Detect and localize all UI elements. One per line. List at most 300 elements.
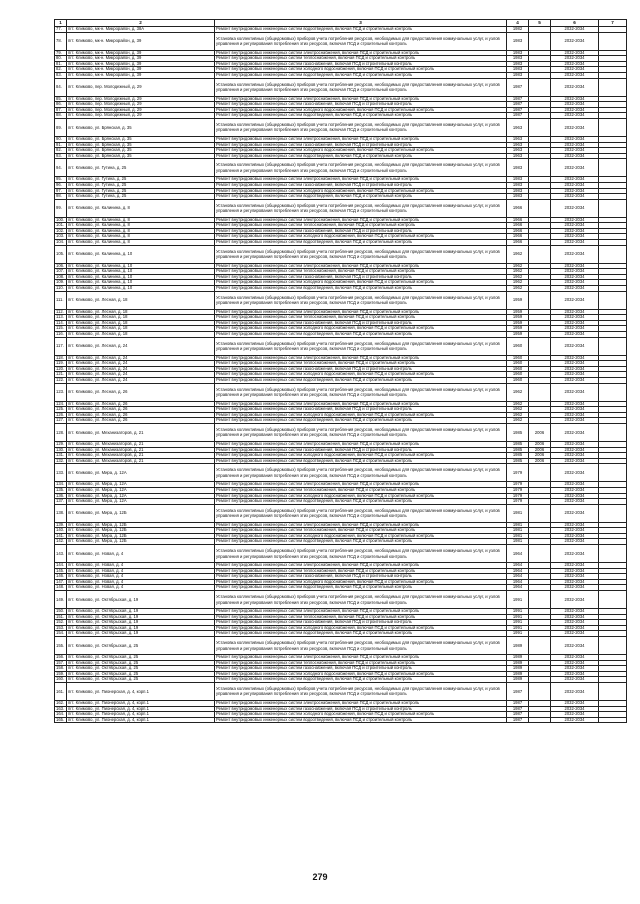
address-cell: пгт. Климово, ул. Новая, д. 4	[67, 585, 215, 591]
period-cell: 2032-2034	[551, 315, 599, 321]
work-type-cell: Ремонт внутридомовых инженерных систем водоотведения, включая ПСД и строительный контроль	[215, 194, 507, 200]
address-cell: пгт. Климово, ул. Октябрьская, д. 25	[67, 637, 215, 655]
row-number: 138.	[55, 504, 67, 522]
row-number: 152.	[55, 620, 67, 626]
address-cell: пгт. Климово, ул. Лесная, д. 24	[67, 361, 215, 367]
period-cell: 2032-2034	[551, 263, 599, 269]
period-cell	[529, 637, 551, 655]
year-cell: 1962	[507, 245, 529, 263]
work-type-cell: Установка коллективных (общедомовых) приборов учета потребления ресурсов, необходимых для предоставления коммунальных услуг, и узлов управления и регулирования потребления этих ресурсов, включая ПСД и строительный контроль	[215, 199, 507, 217]
period-cell: 2032-2034	[551, 499, 599, 505]
period-cell: 2032-2034	[551, 67, 599, 73]
work-type-cell: Ремонт внутридомовых инженерных систем холодного водоснабжения, включая ПСД и строительный контроль	[215, 107, 507, 113]
address-cell: пгт. Климово, ул. Мира, д. 12Б	[67, 522, 215, 528]
period-cell: 2032-2034	[551, 545, 599, 563]
row-number: 88.	[55, 113, 67, 119]
period-cell: 2006	[529, 458, 551, 464]
period-cell: 2032-2034	[551, 377, 599, 383]
year-cell: 1989	[507, 677, 529, 683]
table-row	[55, 591, 627, 609]
row-number: 154.	[55, 631, 67, 637]
period-cell: 2032-2034	[551, 286, 599, 292]
empty-cell	[599, 682, 627, 700]
row-number: 92.	[55, 148, 67, 154]
period-cell: 2032-2034	[551, 591, 599, 609]
row-number: 83.	[55, 72, 67, 78]
table-row	[55, 159, 627, 177]
year-cell: 1983	[507, 182, 529, 188]
period-cell: 2032-2034	[551, 142, 599, 148]
year-cell: 1959	[507, 309, 529, 315]
work-type-cell: Ремонт внутридомовых инженерных систем холодного водоснабжения, включая ПСД и строительный контроль	[215, 372, 507, 378]
row-number: 130.	[55, 447, 67, 453]
work-type-cell: Установка коллективных (общедомовых) приборов учета потребления ресурсов, необходимых для предоставления коммунальных услуг, и узлов управления и регулирования потребления этих ресурсов, включая ПСД и строительный контроль	[215, 423, 507, 441]
address-cell: пгт. Климово, ул. Калинина, д. 10	[67, 280, 215, 286]
address-cell: пгт. Климово, ул. Калинина, д. 8	[67, 223, 215, 229]
address-cell: пгт. Климово, ул. Лесная, д. 24	[67, 355, 215, 361]
work-type-cell: Установка коллективных (общедомовых) приборов учета потребления ресурсов, необходимых для предоставления коммунальных услуг, и узлов управления и регулирования потребления этих ресурсов, включая ПСД и строительный контроль	[215, 78, 507, 96]
work-type-cell: Ремонт внутридомовых инженерных систем водоотведения, включая ПСД и строительный контроль	[215, 631, 507, 637]
row-number: 160.	[55, 677, 67, 683]
address-cell: пгт. Климово, ул. Октябрьская, д. 19	[67, 591, 215, 609]
year-cell: 1987	[507, 78, 529, 96]
work-type-cell: Ремонт внутридомовых инженерных систем электроснабжения, включая ПСД и строительный контроль	[215, 655, 507, 661]
work-type-cell: Ремонт внутридомовых инженерных систем теплоснабжения, включая ПСД и строительный контроль	[215, 614, 507, 620]
period-cell: 2032-2034	[551, 320, 599, 326]
period-cell: 2032-2034	[551, 487, 599, 493]
period-cell: 2032-2034	[551, 355, 599, 361]
address-cell: пгт. Климово, ул. Механизаторов, д. 21	[67, 423, 215, 441]
year-cell: 1987	[507, 682, 529, 700]
period-cell: 2032-2034	[551, 563, 599, 569]
year-cell: 1989	[507, 655, 529, 661]
row-number: 146.	[55, 574, 67, 580]
year-cell: 1964	[507, 568, 529, 574]
period-cell: 2032-2034	[551, 464, 599, 482]
year-cell: 1985	[507, 423, 529, 441]
row-number: 121.	[55, 372, 67, 378]
period-cell: 2032-2034	[551, 637, 599, 655]
year-cell: 1959	[507, 332, 529, 338]
empty-cell	[599, 245, 627, 263]
address-cell: пгт. Климово, мк-н. Микрорайон, д. 39	[67, 56, 215, 62]
table-row	[55, 453, 627, 459]
table-row	[55, 423, 627, 441]
work-type-cell: Установка коллективных (общедомовых) приборов учета потребления ресурсов, необходимых для предоставления коммунальных услуг, и узлов управления и регулирования потребления этих ресурсов, включая ПСД и строительный контроль	[215, 682, 507, 700]
table-row	[55, 291, 627, 309]
year-cell: 1987	[507, 107, 529, 113]
col-header-4: 4	[507, 20, 529, 27]
year-cell: 1987	[507, 717, 529, 723]
address-cell: пгт. Климово, ул. Мира, д. 12А	[67, 482, 215, 488]
period-cell: 2032-2034	[551, 234, 599, 240]
work-type-cell: Ремонт внутридомовых инженерных систем электроснабжения, включая ПСД и строительный контроль	[215, 136, 507, 142]
empty-cell	[599, 717, 627, 723]
period-cell	[529, 199, 551, 217]
period-cell: 2032-2034	[551, 412, 599, 418]
year-cell: 1982	[507, 27, 529, 33]
empty-cell	[599, 545, 627, 563]
work-type-cell: Ремонт внутридомовых инженерных систем газоснабжения, включая ПСД и строительный контроль	[215, 61, 507, 67]
year-cell: 1963	[507, 142, 529, 148]
period-cell: 2032-2034	[551, 666, 599, 672]
work-type-cell: Ремонт внутридомовых инженерных систем водоотведения, включая ПСД и строительный контроль	[215, 153, 507, 159]
year-cell: 1962	[507, 418, 529, 424]
work-type-cell: Установка коллективных (общедомовых) приборов учета потребления ресурсов, необходимых для предоставления коммунальных услуг, и узлов управления и регулирования потребления этих ресурсов, включая ПСД и строительный контроль	[215, 118, 507, 136]
period-cell: 2032-2034	[551, 182, 599, 188]
table-row	[55, 464, 627, 482]
work-type-cell: Ремонт внутридомовых инженерных систем газоснабжения, включая ПСД и строительный контроль	[215, 142, 507, 148]
work-type-cell: Ремонт внутридомовых инженерных систем газоснабжения, включая ПСД и строительный контроль	[215, 574, 507, 580]
period-cell: 2032-2034	[551, 188, 599, 194]
period-cell: 2032-2034	[551, 27, 599, 33]
work-type-cell: Ремонт внутридомовых инженерных систем холодного водоснабжения, включая ПСД и строительный контроль	[215, 671, 507, 677]
year-cell: 1963	[507, 153, 529, 159]
work-type-cell: Ремонт внутридомовых инженерных систем теплоснабжения, включая ПСД и строительный контроль	[215, 315, 507, 321]
period-cell	[529, 591, 551, 609]
row-number: 155.	[55, 637, 67, 655]
table-row	[55, 383, 627, 401]
address-cell: пгт. Климово, ул. Лесная, д. 26	[67, 418, 215, 424]
period-cell	[529, 32, 551, 50]
row-number: 145.	[55, 568, 67, 574]
year-cell: 1983	[507, 32, 529, 50]
table-row	[55, 78, 627, 96]
work-type-cell: Ремонт внутридомовых инженерных систем газоснабжения, включая ПСД и строительный контроль	[215, 102, 507, 108]
address-cell: пгт. Климово, ул. Лесная, д. 26	[67, 401, 215, 407]
period-cell: 2032-2034	[551, 383, 599, 401]
empty-cell	[599, 591, 627, 609]
address-cell: пгт. Климово, ул. Калинина, д. 10	[67, 274, 215, 280]
period-cell: 2032-2034	[551, 217, 599, 223]
period-cell: 2032-2034	[551, 326, 599, 332]
row-number: 85.	[55, 96, 67, 102]
period-cell: 2032-2034	[551, 102, 599, 108]
period-cell: 2032-2034	[551, 136, 599, 142]
row-number: 96.	[55, 182, 67, 188]
work-type-cell: Ремонт внутридомовых инженерных систем теплоснабжения, включая ПСД и строительный контроль	[215, 223, 507, 229]
row-number: 119.	[55, 361, 67, 367]
row-number: 106.	[55, 263, 67, 269]
year-cell: 1960	[507, 361, 529, 367]
address-cell: пгт. Климово, ул. Октябрьская, д. 25	[67, 671, 215, 677]
row-number: 134.	[55, 482, 67, 488]
year-cell: 1983	[507, 188, 529, 194]
year-cell: 1983	[507, 67, 529, 73]
period-cell: 2032-2034	[551, 32, 599, 50]
table-row	[55, 337, 627, 355]
year-cell: 1966	[507, 199, 529, 217]
capital-repair-table	[54, 19, 627, 723]
period-cell: 2032-2034	[551, 620, 599, 626]
work-type-cell: Ремонт внутридомовых инженерных систем холодного водоснабжения, включая ПСД и строительный контроль	[215, 326, 507, 332]
table-row	[55, 245, 627, 263]
address-cell: пгт. Климово, ул. Мира, д. 12Б	[67, 504, 215, 522]
work-type-cell: Ремонт внутридомовых инженерных систем холодного водоснабжения, включая ПСД и строительный контроль	[215, 188, 507, 194]
row-number: 163.	[55, 706, 67, 712]
row-number: 94.	[55, 159, 67, 177]
row-number: 127.	[55, 418, 67, 424]
row-number: 78.	[55, 32, 67, 50]
work-type-cell: Ремонт внутридомовых инженерных систем холодного водоснабжения, включая ПСД и строительный контроль	[215, 67, 507, 73]
period-cell	[529, 682, 551, 700]
empty-cell	[599, 291, 627, 309]
year-cell: 1983	[507, 177, 529, 183]
address-cell: пгт. Климово, ул. Гутина, д. 25	[67, 159, 215, 177]
period-cell	[529, 118, 551, 136]
period-cell: 2032-2034	[551, 153, 599, 159]
row-number: 147.	[55, 579, 67, 585]
row-number: 140.	[55, 528, 67, 534]
period-cell: 2032-2034	[551, 372, 599, 378]
period-cell: 2032-2034	[551, 579, 599, 585]
period-cell	[529, 504, 551, 522]
row-number: 165.	[55, 717, 67, 723]
row-number: 97.	[55, 188, 67, 194]
period-cell: 2032-2034	[551, 228, 599, 234]
table-row	[55, 441, 627, 447]
col-header-1: 1	[55, 20, 67, 27]
address-cell: пгт. Климово, ул. Механизаторов, д. 21	[67, 447, 215, 453]
year-cell: 1991	[507, 625, 529, 631]
address-cell: пгт. Климово, ул. Октябрьская, д. 19	[67, 614, 215, 620]
row-number: 77.	[55, 27, 67, 33]
work-type-cell: Ремонт внутридомовых инженерных систем электроснабжения, включая ПСД и строительный контроль	[215, 355, 507, 361]
address-cell: пгт. Климово, ул. Мира, д. 12А	[67, 499, 215, 505]
work-type-cell: Ремонт внутридомовых инженерных систем газоснабжения, включая ПСД и строительный контроль	[215, 228, 507, 234]
address-cell: пгт. Климово, ул. Мира, д. 12Б	[67, 533, 215, 539]
address-cell: пгт. Климово, ул. Механизаторов, д. 21	[67, 458, 215, 464]
period-cell: 2032-2034	[551, 671, 599, 677]
period-cell: 2032-2034	[551, 677, 599, 683]
period-cell	[529, 245, 551, 263]
row-number: 124.	[55, 401, 67, 407]
work-type-cell: Установка коллективных (общедомовых) приборов учета потребления ресурсов, необходимых для предоставления коммунальных услуг, и узлов управления и регулирования потребления этих ресурсов, включая ПСД и строительный контроль	[215, 291, 507, 309]
period-cell: 2032-2034	[551, 78, 599, 96]
row-number: 110.	[55, 286, 67, 292]
period-cell: 2032-2034	[551, 482, 599, 488]
row-number: 156.	[55, 655, 67, 661]
row-number: 89.	[55, 118, 67, 136]
address-cell: пгт. Климово, ул. Калинина, д. 8	[67, 240, 215, 246]
year-cell: 1959	[507, 315, 529, 321]
year-cell: 1964	[507, 579, 529, 585]
col-header-5: 5	[529, 20, 551, 27]
address-cell: пгт. Климово, мк-н. Микрорайон, д. 39	[67, 67, 215, 73]
period-cell: 2032-2034	[551, 223, 599, 229]
address-cell: пгт. Климово, ул. Калинина, д. 8	[67, 199, 215, 217]
address-cell: пгт. Климово, ул. Брянская, д. 35	[67, 136, 215, 142]
address-cell: пгт. Климово, ул. Октябрьская, д. 19	[67, 631, 215, 637]
table-row	[55, 682, 627, 700]
period-cell: 2032-2034	[551, 107, 599, 113]
row-number: 161.	[55, 682, 67, 700]
period-cell: 2032-2034	[551, 717, 599, 723]
row-number: 111.	[55, 291, 67, 309]
year-cell: 1991	[507, 620, 529, 626]
address-cell: пгт. Климово, мк-н. Микрорайон, д. 39	[67, 50, 215, 56]
address-cell: пгт. Климово, ул. Калинина, д. 10	[67, 263, 215, 269]
period-cell: 2032-2034	[551, 309, 599, 315]
address-cell: пгт. Климово, ул. Октябрьская, д. 25	[67, 666, 215, 672]
year-cell: 1966	[507, 223, 529, 229]
address-cell: пгт. Климово, мк-н. Микрорайон, д. 39	[67, 72, 215, 78]
table-row	[55, 458, 627, 464]
period-cell: 2032-2034	[551, 533, 599, 539]
period-cell: 2032-2034	[551, 177, 599, 183]
year-cell: 1981	[507, 528, 529, 534]
address-cell: пгт. Климово, ул. Октябрьская, д. 25	[67, 655, 215, 661]
address-cell: пгт. Климово, ул. Новая, д. 4	[67, 579, 215, 585]
work-type-cell: Ремонт внутридомовых инженерных систем водоотведения, включая ПСД и строительный контроль	[215, 113, 507, 119]
year-cell: 1991	[507, 591, 529, 609]
period-cell: 2032-2034	[551, 660, 599, 666]
row-number: 109.	[55, 280, 67, 286]
year-cell: 1960	[507, 372, 529, 378]
period-cell: 2032-2034	[551, 453, 599, 459]
period-cell: 2006	[529, 453, 551, 459]
work-type-cell: Ремонт внутридомовых инженерных систем водоотведения, включая ПСД и строительный контроль	[215, 377, 507, 383]
row-number: 128.	[55, 423, 67, 441]
period-cell: 2032-2034	[551, 148, 599, 154]
work-type-cell: Ремонт внутридомовых инженерных систем электроснабжения, включая ПСД и строительный контроль	[215, 401, 507, 407]
row-number: 120.	[55, 366, 67, 372]
row-number: 91.	[55, 142, 67, 148]
year-cell: 1960	[507, 377, 529, 383]
year-cell: 1989	[507, 660, 529, 666]
period-cell: 2032-2034	[551, 332, 599, 338]
work-type-cell: Ремонт внутридомовых инженерных систем водоотведения, включая ПСД и строительный контроль	[215, 418, 507, 424]
row-number: 133.	[55, 464, 67, 482]
period-cell: 2032-2034	[551, 50, 599, 56]
work-type-cell: Ремонт внутридомовых инженерных систем водоотведения, включая ПСД и строительный контроль	[215, 717, 507, 723]
table-row	[55, 118, 627, 136]
address-cell: пгт. Климово, ул. Лесная, д. 18	[67, 315, 215, 321]
work-type-cell: Установка коллективных (общедомовых) приборов учета потребления ресурсов, необходимых для предоставления коммунальных услуг, и узлов управления и регулирования потребления этих ресурсов, включая ПСД и строительный контроль	[215, 159, 507, 177]
year-cell: 1962	[507, 280, 529, 286]
work-type-cell: Ремонт внутридомовых инженерных систем газоснабжения, включая ПСД и строительный контроль	[215, 274, 507, 280]
year-cell: 1987	[507, 96, 529, 102]
year-cell: 1962	[507, 401, 529, 407]
address-cell: пгт. Климово, ул. Калинина, д. 10	[67, 245, 215, 263]
empty-cell	[599, 464, 627, 482]
period-cell: 2032-2034	[551, 706, 599, 712]
work-type-cell: Ремонт внутридомовых инженерных систем теплоснабжения, включая ПСД и строительный контроль	[215, 568, 507, 574]
year-cell: 1983	[507, 61, 529, 67]
row-number: 103.	[55, 234, 67, 240]
address-cell: пгт. Климово, ул. Пионерская, д. 4, корп.1	[67, 706, 215, 712]
row-number: 84.	[55, 78, 67, 96]
row-number: 142.	[55, 539, 67, 545]
period-cell: 2032-2034	[551, 280, 599, 286]
year-cell: 1983	[507, 56, 529, 62]
work-type-cell: Ремонт внутридомовых инженерных систем газоснабжения, включая ПСД и строительный контроль	[215, 320, 507, 326]
col-header-7: 7	[599, 20, 627, 27]
row-number: 136.	[55, 493, 67, 499]
period-cell	[529, 78, 551, 96]
row-number: 80.	[55, 56, 67, 62]
row-number: 79.	[55, 50, 67, 56]
work-type-cell: Ремонт внутридомовых инженерных систем теплоснабжения, включая ПСД и строительный контроль	[215, 269, 507, 275]
row-number: 159.	[55, 671, 67, 677]
year-cell: 1989	[507, 666, 529, 672]
row-number: 150.	[55, 609, 67, 615]
address-cell: пгт. Климово, ул. Брянская, д. 35	[67, 118, 215, 136]
address-cell: пгт. Климово, ул. Октябрьская, д. 19	[67, 625, 215, 631]
year-cell: 1963	[507, 136, 529, 142]
period-cell: 2032-2034	[551, 655, 599, 661]
year-cell: 1959	[507, 320, 529, 326]
year-cell: 1959	[507, 291, 529, 309]
address-cell: пгт. Климово, ул. Октябрьская, д. 19	[67, 620, 215, 626]
period-cell: 2032-2034	[551, 56, 599, 62]
period-cell: 2032-2034	[551, 240, 599, 246]
address-cell: пгт. Климово, ул. Новая, д. 4	[67, 563, 215, 569]
period-cell: 2032-2034	[551, 194, 599, 200]
period-cell: 2032-2034	[551, 447, 599, 453]
period-cell: 2032-2034	[551, 96, 599, 102]
address-cell: пгт. Климово, ул. Калинина, д. 8	[67, 234, 215, 240]
year-cell: 1981	[507, 539, 529, 545]
work-type-cell: Ремонт внутридомовых инженерных систем водоотведения, включая ПСД и строительный контроль	[215, 539, 507, 545]
work-type-cell: Ремонт внутридомовых инженерных систем электроснабжения, включая ПСД и строительный контроль	[215, 441, 507, 447]
work-type-cell: Установка коллективных (общедомовых) приборов учета потребления ресурсов, необходимых для предоставления коммунальных услуг, и узлов управления и регулирования потребления этих ресурсов, включая ПСД и строительный контроль	[215, 245, 507, 263]
address-cell: пгт. Климово, ул. Пионерская, д. 4, корп.1	[67, 700, 215, 706]
work-type-cell: Установка коллективных (общедомовых) приборов учета потребления ресурсов, необходимых для предоставления коммунальных услуг, и узлов управления и регулирования потребления этих ресурсов, включая ПСД и строительный контроль	[215, 637, 507, 655]
period-cell: 2032-2034	[551, 159, 599, 177]
address-cell: пгт. Климово, ул. Гутина, д. 25	[67, 188, 215, 194]
address-cell: пгт. Климово, ул. Брянская, д. 35	[67, 153, 215, 159]
year-cell: 1962	[507, 383, 529, 401]
period-cell: 2032-2034	[551, 568, 599, 574]
row-number: 123.	[55, 383, 67, 401]
row-number: 157.	[55, 660, 67, 666]
period-cell: 2032-2034	[551, 72, 599, 78]
year-cell: 1962	[507, 274, 529, 280]
address-cell: пгт. Климово, ул. Калинина, д. 10	[67, 269, 215, 275]
period-cell: 2032-2034	[551, 528, 599, 534]
row-number: 87.	[55, 107, 67, 113]
period-cell: 2032-2034	[551, 407, 599, 413]
work-type-cell: Ремонт внутридомовых инженерных систем водоотведения, включая ПСД и строительный контроль	[215, 332, 507, 338]
address-cell: пгт. Климово, ул. Новая, д. 4	[67, 568, 215, 574]
row-number: 141.	[55, 533, 67, 539]
year-cell: 1966	[507, 217, 529, 223]
period-cell: 2032-2034	[551, 291, 599, 309]
address-cell: пгт. Климово, ул. Гутина, д. 25	[67, 194, 215, 200]
row-number: 118.	[55, 355, 67, 361]
period-cell: 2032-2034	[551, 614, 599, 620]
address-cell: пгт. Климово, ул. Лесная, д. 24	[67, 366, 215, 372]
address-cell: пгт. Климово, ул. Механизаторов, д. 21	[67, 441, 215, 447]
address-cell: пгт. Климово, мк-н. Микрорайон, д. 38А	[67, 27, 215, 33]
row-number: 98.	[55, 194, 67, 200]
work-type-cell: Ремонт внутридомовых инженерных систем водоотведения, включая ПСД и строительный контроль	[215, 286, 507, 292]
work-type-cell: Ремонт внутридомовых инженерных систем холодного водоснабжения, включая ПСД и строительный контроль	[215, 579, 507, 585]
year-cell: 1960	[507, 355, 529, 361]
address-cell: пгт. Климово, ул. Гутина, д. 25	[67, 182, 215, 188]
work-type-cell: Установка коллективных (общедомовых) приборов учета потребления ресурсов, необходимых для предоставления коммунальных услуг, и узлов управления и регулирования потребления этих ресурсов, включая ПСД и строительный контроль	[215, 545, 507, 563]
address-cell: пгт. Климово, пер. Молодежный, д. 29	[67, 96, 215, 102]
address-cell: пгт. Климово, ул. Гутина, д. 25	[67, 177, 215, 183]
header-row	[55, 20, 627, 27]
work-type-cell: Ремонт внутридомовых инженерных систем холодного водоснабжения, включая ПСД и строительный контроль	[215, 280, 507, 286]
work-type-cell: Ремонт внутридомовых инженерных систем водоотведения, включая ПСД и строительный контроль	[215, 240, 507, 246]
period-cell: 2032-2034	[551, 458, 599, 464]
year-cell: 1966	[507, 240, 529, 246]
work-type-cell: Ремонт внутридомовых инженерных систем электроснабжения, включая ПСД и строительный контроль	[215, 522, 507, 528]
address-cell: пгт. Климово, ул. Брянская, д. 35	[67, 142, 215, 148]
